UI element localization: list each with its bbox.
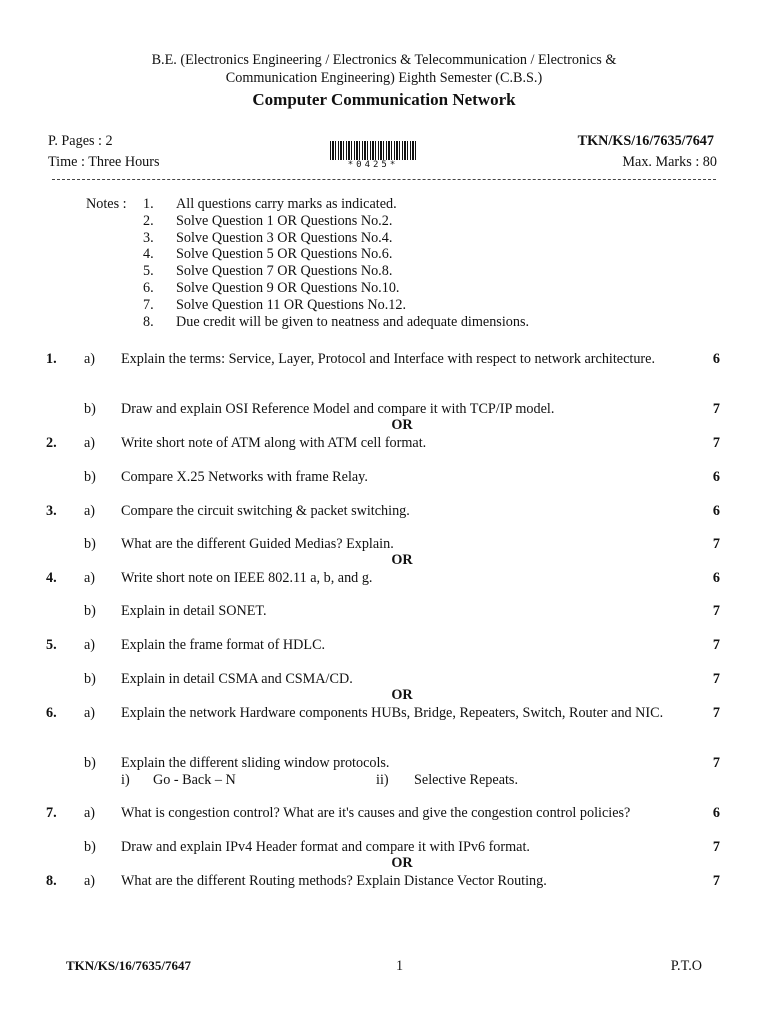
question-text: Explain the terms: Service, Layer, Protocol and Interface with respect to network architecture. — [121, 351, 656, 367]
marks: 7 — [712, 839, 720, 855]
note-text: Solve Question 1 OR Questions No.2. — [176, 213, 393, 229]
question-number: 7. — [46, 805, 57, 821]
marks: 6 — [712, 805, 720, 821]
question-text: Draw and explain IPv4 Header format and compare it with IPv6 format. — [121, 839, 530, 855]
part-label: b) — [84, 536, 96, 552]
marks: 7 — [712, 401, 720, 417]
marks: 7 — [712, 603, 720, 619]
sub-item-label: ii) — [376, 772, 389, 788]
sub-item-text: Go - Back – N — [153, 772, 236, 788]
notes-label: Notes : — [86, 196, 127, 212]
question-number: 6. — [46, 705, 57, 721]
footer-paper-code: TKN/KS/16/7635/7647 — [66, 958, 191, 973]
question-text: Explain in detail CSMA and CSMA/CD. — [121, 671, 353, 687]
page-number: 1 — [396, 958, 404, 974]
question-number: 1. — [46, 351, 57, 367]
marks: 7 — [712, 755, 720, 771]
part-label: a) — [84, 873, 96, 889]
or-separator: OR — [391, 552, 413, 568]
question-number: 5. — [46, 637, 57, 653]
note-number: 8. — [143, 314, 154, 330]
note-text: Solve Question 3 OR Questions No.4. — [176, 230, 393, 246]
question-text: Compare X.25 Networks with frame Relay. — [121, 469, 368, 485]
or-separator: OR — [391, 687, 413, 703]
question-number: 8. — [46, 873, 57, 889]
question-number: 3. — [46, 503, 57, 519]
marks: 7 — [712, 705, 720, 721]
part-label: b) — [84, 839, 96, 855]
marks: 7 — [712, 671, 720, 687]
marks: 7 — [712, 435, 720, 451]
note-number: 7. — [143, 297, 154, 313]
part-label: a) — [84, 435, 96, 451]
marks: 6 — [712, 570, 720, 586]
part-label: a) — [84, 351, 96, 367]
header-divider — [52, 179, 716, 180]
part-label: b) — [84, 755, 96, 771]
note-number: 2. — [143, 213, 154, 229]
or-separator: OR — [391, 417, 413, 433]
marks: 6 — [712, 469, 720, 485]
note-text: Solve Question 9 OR Questions No.10. — [176, 280, 400, 296]
question-text: Explain the frame format of HDLC. — [121, 637, 326, 653]
sub-item-label: i) — [121, 772, 130, 788]
barcode-text: *0425* — [347, 160, 399, 170]
question-text: Write short note of ATM along with ATM cell format. — [121, 435, 427, 451]
please-turn-over: P.T.O — [670, 958, 702, 974]
note-number: 4. — [143, 246, 154, 262]
note-number: 6. — [143, 280, 154, 296]
question-text: Write short note on IEEE 802.11 a, b, and g. — [121, 570, 373, 586]
part-label: a) — [84, 805, 96, 821]
sub-item-text: Selective Repeats. — [414, 772, 519, 788]
part-label: a) — [84, 637, 96, 653]
marks: 6 — [712, 351, 720, 367]
question-number: 2. — [46, 435, 57, 451]
page-count: P. Pages : 2 — [48, 133, 113, 149]
paper-code: TKN/KS/16/7635/7647 — [577, 133, 714, 149]
marks: 7 — [712, 637, 720, 653]
part-label: a) — [84, 503, 96, 519]
marks: 6 — [712, 503, 720, 519]
question-text: Explain the network Hardware components HUBs, Bridge, Repeaters, Switch, Router and NIC. — [121, 705, 664, 721]
note-number: 3. — [143, 230, 154, 246]
note-number: 5. — [143, 263, 154, 279]
exam-duration: Time : Three Hours — [48, 154, 160, 170]
note-text: Due credit will be given to neatness and adequate dimensions. — [176, 314, 530, 330]
question-text: Explain the different sliding window protocols. — [121, 755, 390, 771]
part-label: b) — [84, 603, 96, 619]
course-line-1: B.E. (Electronics Engineering / Electronics & Telecommunication / Electronics & — [151, 52, 617, 68]
note-text: All questions carry marks as indicated. — [176, 196, 397, 212]
paper-title: Computer Communication Network — [252, 90, 516, 109]
part-label: b) — [84, 469, 96, 485]
question-text: Explain in detail SONET. — [121, 603, 267, 619]
part-label: a) — [84, 705, 96, 721]
note-text: Solve Question 7 OR Questions No.8. — [176, 263, 393, 279]
question-text: What are the different Routing methods? Explain Distance Vector Routing. — [121, 873, 547, 889]
max-marks: Max. Marks : 80 — [622, 154, 717, 170]
barcode-image — [330, 141, 416, 160]
course-line-2: Communication Engineering) Eighth Semester (C.B.S.) — [225, 70, 543, 86]
note-number: 1. — [143, 196, 154, 212]
note-text: Solve Question 11 OR Questions No.12. — [176, 297, 407, 313]
note-text: Solve Question 5 OR Questions No.6. — [176, 246, 393, 262]
marks: 7 — [712, 536, 720, 552]
or-separator: OR — [391, 855, 413, 871]
part-label: b) — [84, 401, 96, 417]
question-text: What is congestion control? What are it's causes and give the congestion control policies? — [121, 805, 631, 821]
part-label: b) — [84, 671, 96, 687]
question-text: Draw and explain OSI Reference Model and compare it with TCP/IP model. — [121, 401, 555, 417]
part-label: a) — [84, 570, 96, 586]
question-text: What are the different Guided Medias? Explain. — [121, 536, 394, 552]
question-number: 4. — [46, 570, 57, 586]
question-text: Compare the circuit switching & packet switching. — [121, 503, 410, 519]
marks: 7 — [712, 873, 720, 889]
